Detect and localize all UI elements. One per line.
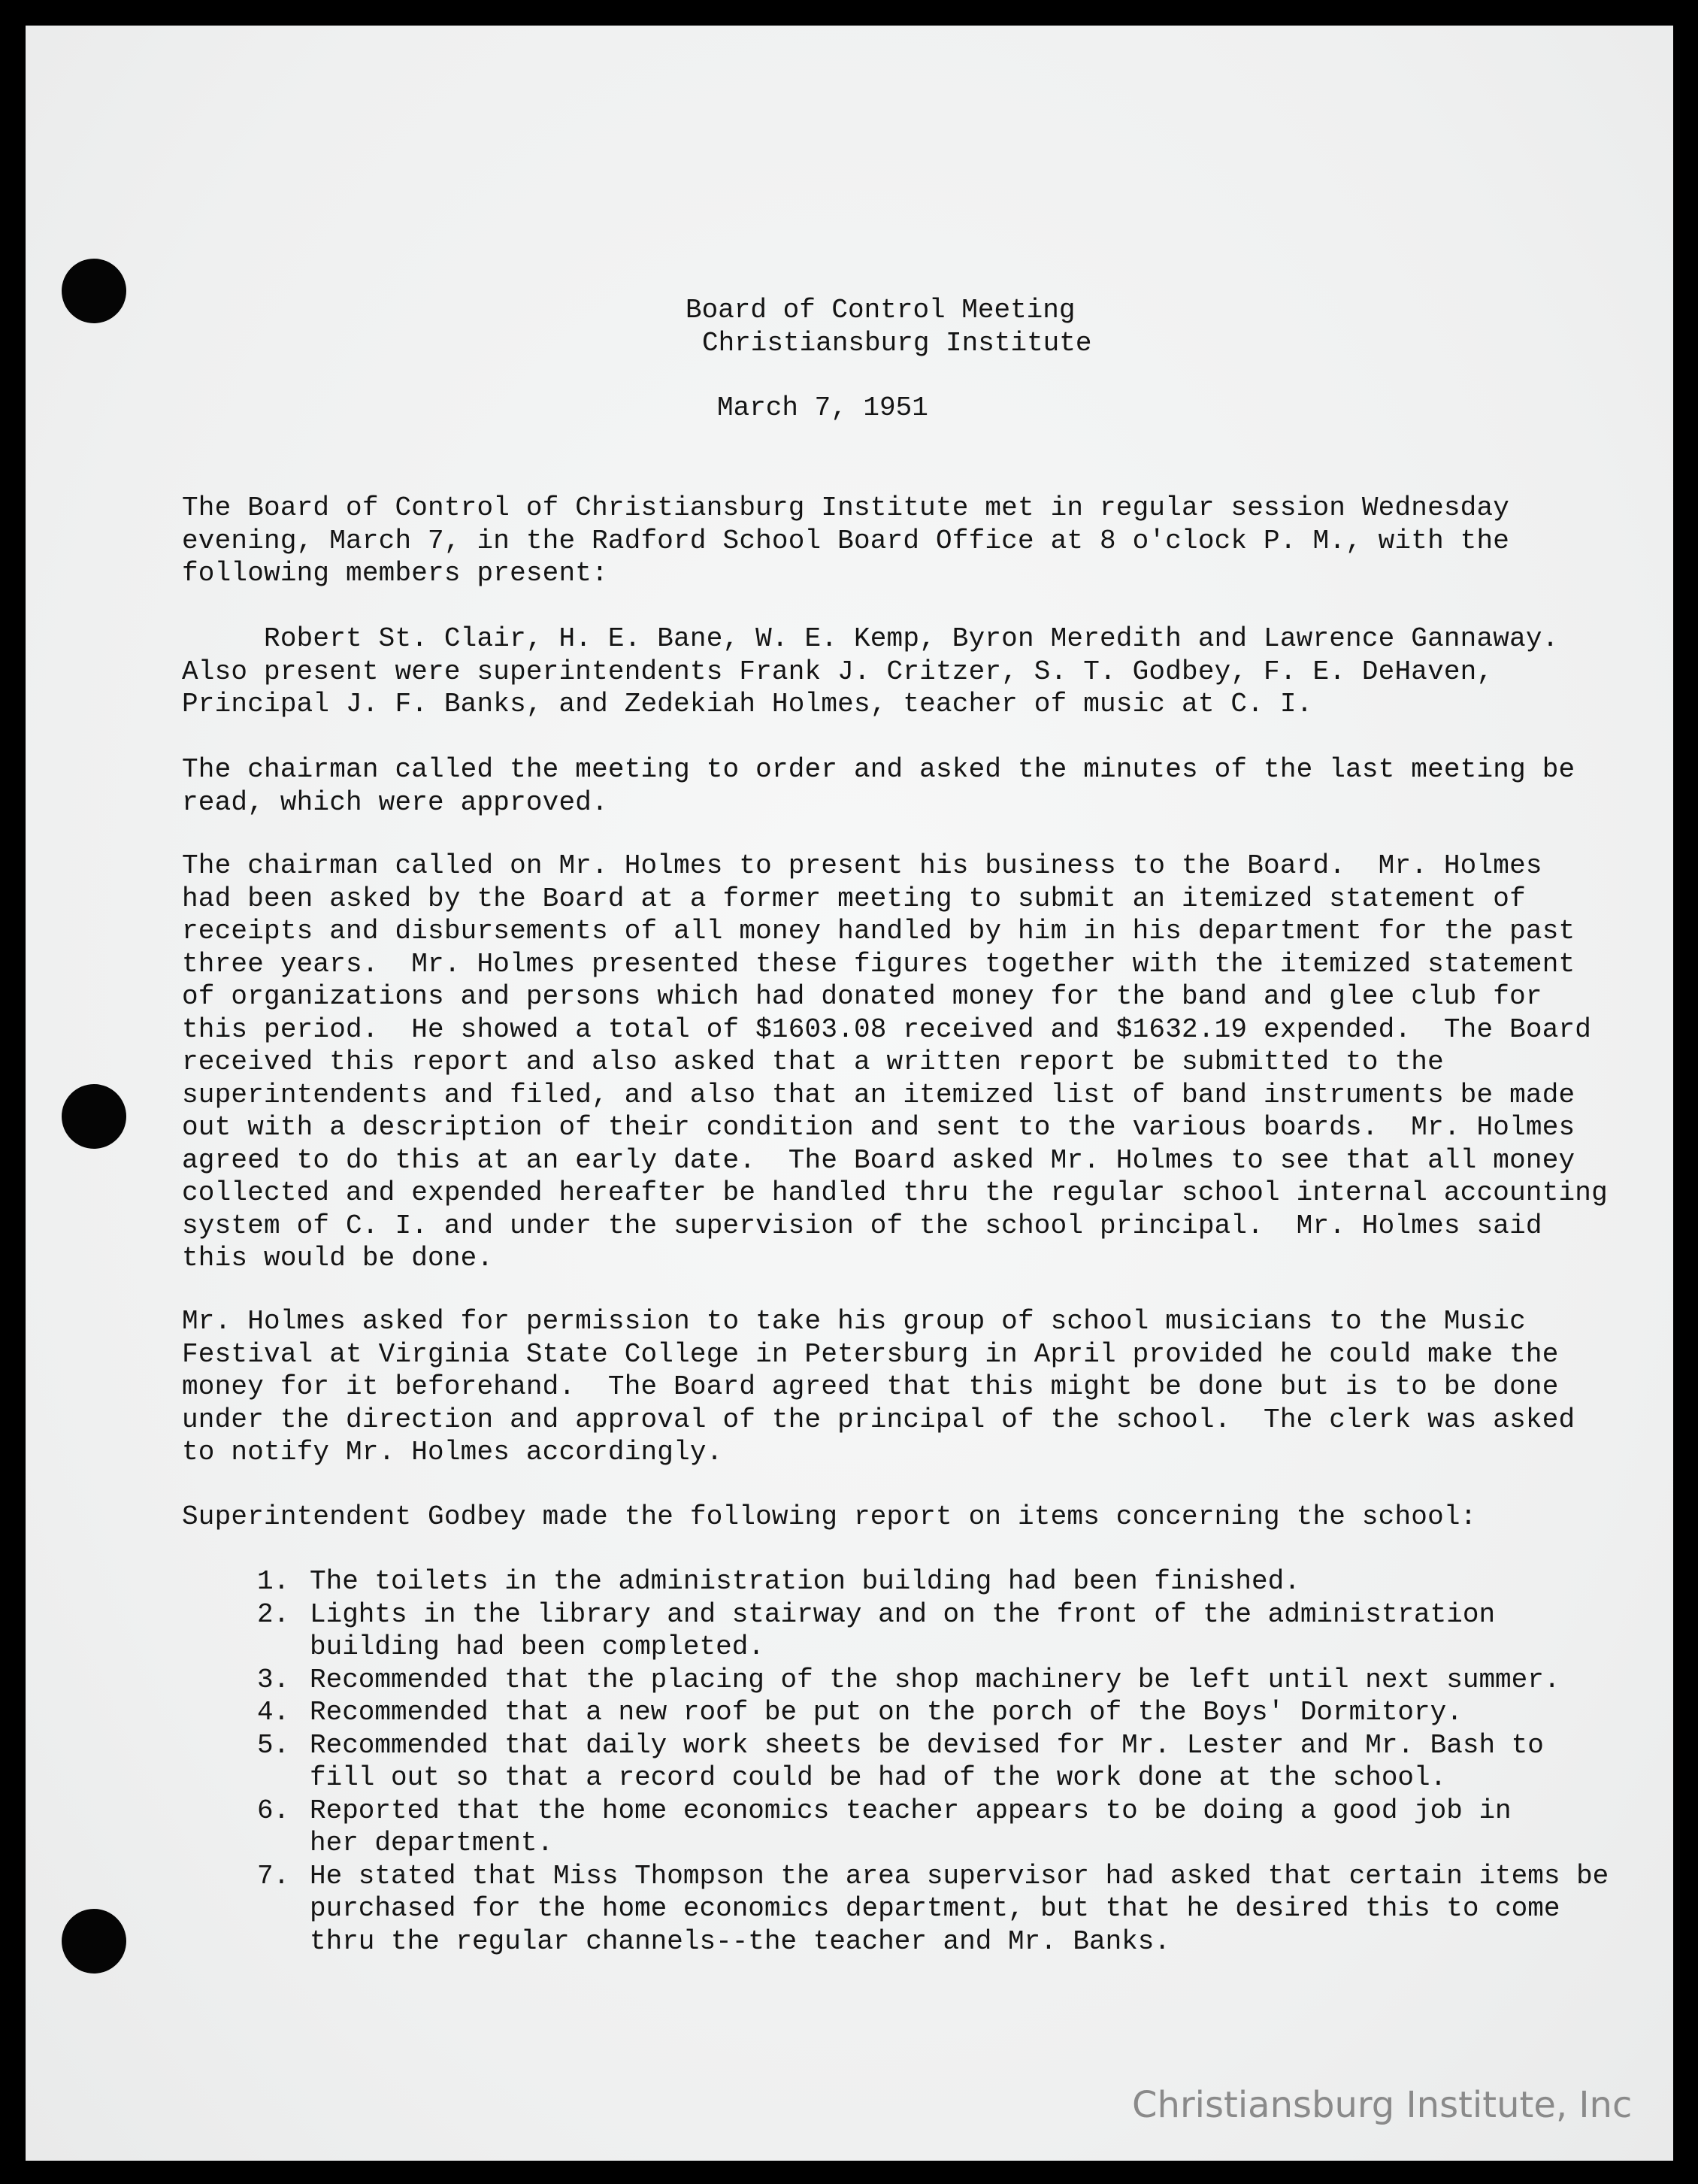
document-subtitle: Christiansburg Institute — [702, 328, 1092, 359]
list-item-text: He stated that Miss Thompson the area supervisor had asked that certain items be purchased for the home economics department, but that he desired this to come thru the regular channels--the teacher and Mr. Banks. — [310, 1860, 1609, 1957]
list-item-number: 1. — [257, 1566, 290, 1597]
document-title: Board of Control Meeting — [686, 295, 1076, 326]
paragraph-session: The Board of Control of Christiansburg Institute met in regular session Wednesday evening, March 7, in the Radford School Board Office at 8 o'clock P. M., with the following members present: — [182, 492, 1510, 589]
list-item-text: Recommended that the placing of the shop machinery be left until next summer. — [310, 1664, 1560, 1695]
paragraph-godbey-intro: Superintendent Godbey made the following report on items concerning the school: — [182, 1501, 1477, 1532]
paragraph-minutes: The chairman called the meeting to order and asked the minutes of the last meeting be read, which were approved. — [182, 754, 1575, 818]
list-item — [257, 1565, 1609, 1598]
paragraph-members: Robert St. Clair, H. E. Bane, W. E. Kemp, Byron Meredith and Lawrence Gannaway. Also present were superintendents Frank J. Critzer, S. T. Godbey, F. E. DeHaven, Principal J. F. Banks, and Zedekiah Holmes, teacher of music at C. I. — [182, 623, 1559, 719]
punch-hole — [62, 1084, 126, 1149]
list-item-text: The toilets in the administration building had been finished. — [310, 1566, 1300, 1597]
list-item — [257, 1860, 1609, 1958]
list-item-text: Reported that the home economics teacher appears to be doing a good job in her department. — [310, 1795, 1512, 1858]
document-date: March 7, 1951 — [717, 392, 928, 423]
list-item-text: Recommended that daily work sheets be devised for Mr. Lester and Mr. Bash to fill out so that a record could be had of the work done at the school. — [310, 1729, 1544, 1793]
list-item-text: Recommended that a new roof be put on the porch of the Boys' Dormitory. — [310, 1697, 1463, 1728]
watermark-text: Christiansburg Institute, Inc — [1132, 2084, 1633, 2126]
list-item-text: Lights in the library and stairway and on the front of the administration building had been completed. — [310, 1598, 1496, 1662]
list-item — [257, 1729, 1609, 1795]
document-page — [26, 26, 1673, 2161]
list-item-number: 3. — [257, 1664, 290, 1695]
list-item — [257, 1664, 1609, 1697]
list-item-number: 6. — [257, 1795, 290, 1826]
punch-hole — [62, 1909, 126, 1973]
list-item — [257, 1598, 1609, 1664]
list-item-number: 4. — [257, 1697, 290, 1728]
list-item — [257, 1696, 1609, 1729]
paragraph-music-festival: Mr. Holmes asked for permission to take his group of school musicians to the Music Festival at Virginia State College in Petersburg in April provided he could make the money for it beforehand. The Board agreed that this might be done but is to be done under the direction and approval of the principal of the school. The clerk was asked to notify Mr. Holmes accordingly. — [182, 1306, 1575, 1468]
list-item-number: 7. — [257, 1860, 290, 1892]
list-item — [257, 1795, 1609, 1860]
punch-hole — [62, 259, 126, 323]
list-item-number: 2. — [257, 1598, 290, 1630]
report-item-list — [257, 1565, 1609, 1958]
list-item-number: 5. — [257, 1729, 290, 1761]
paragraph-holmes-report: The chairman called on Mr. Holmes to present his business to the Board. Mr. Holmes had been asked by the Board at a former meeting to submit an itemized statement of receipts and disbursements of all money handled by him in his department for the past three years. Mr. Holmes presented these figures together with the itemized statement of organizations and persons which had donated money for the band and glee club for this period. He showed a total of $1603.08 received and $1632.19 expended. The Board received this report and also asked that a written report be submitted to the superintendents and filed, and also that an itemized list of band instruments be made out with a description of their condition and sent to the various boards. Mr. Holmes agreed to do this at an early date. The Board asked Mr. Holmes to see that all money collected and expended hereafter be handled thru the regular school internal accounting system of C. I. and under the supervision of the school principal. Mr. Holmes said this would be done. — [182, 850, 1608, 1274]
